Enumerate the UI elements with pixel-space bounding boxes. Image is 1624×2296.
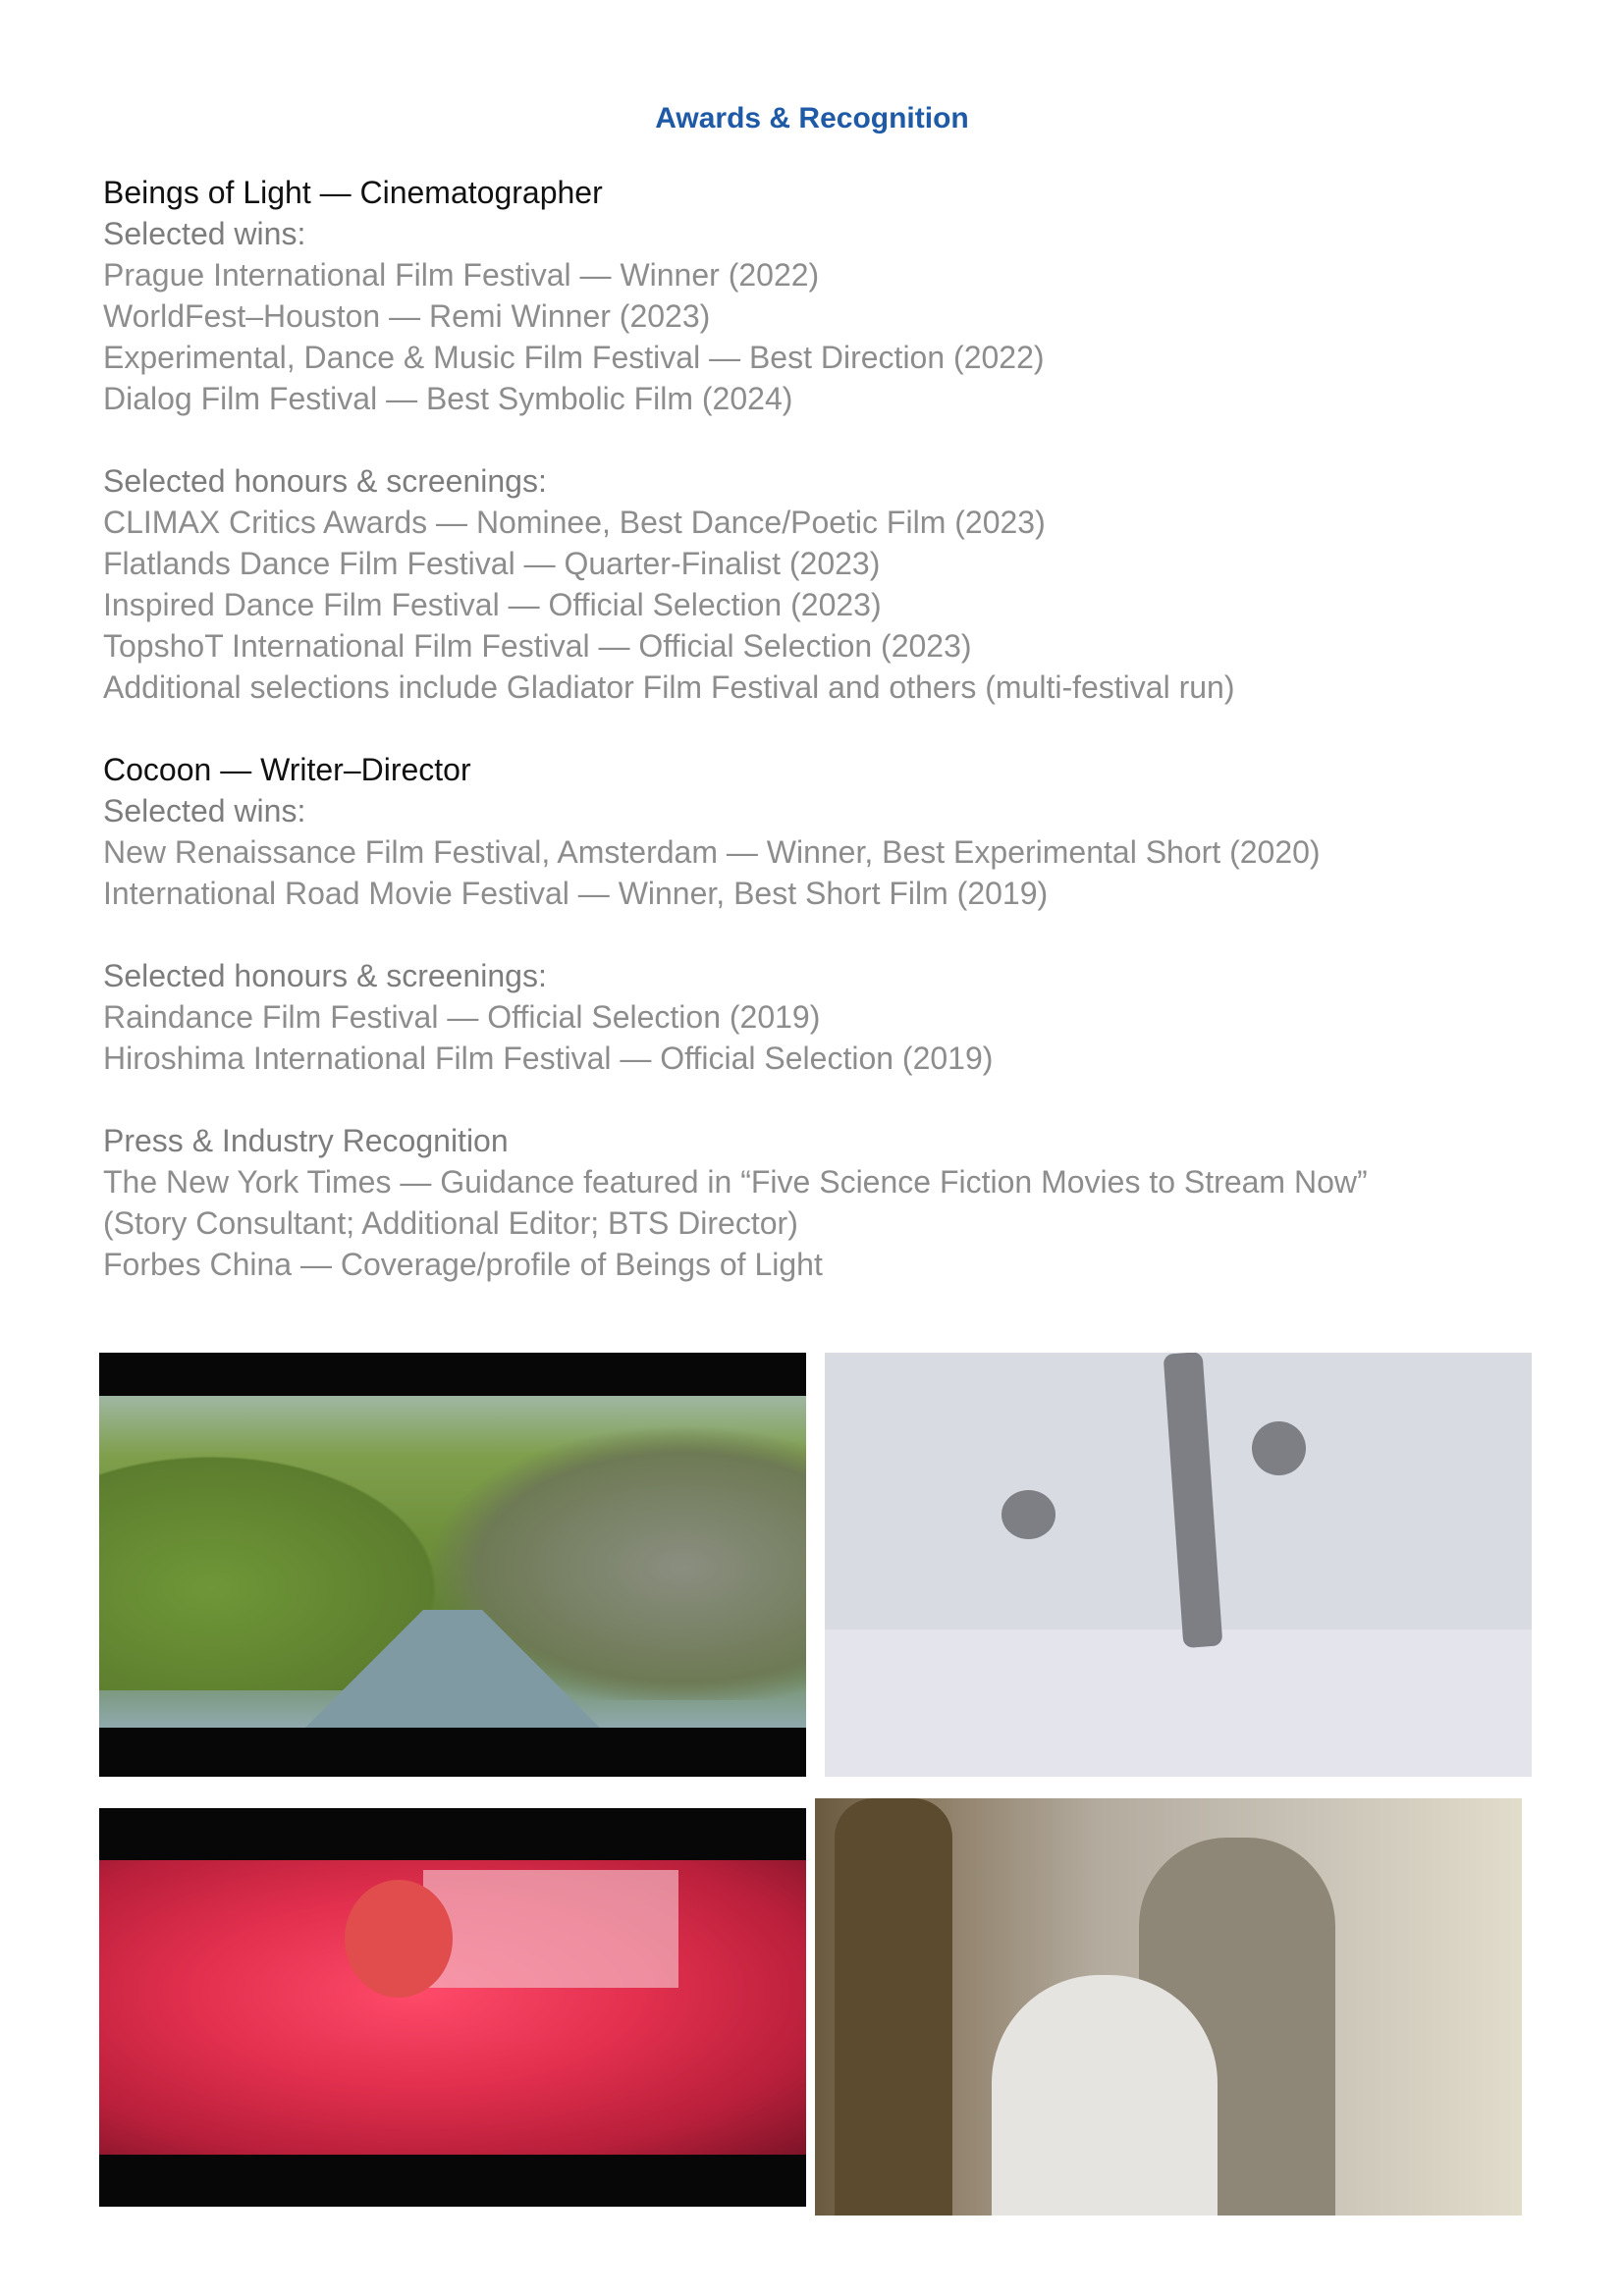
award-item: Hiroshima International Film Festival — Official Selection (2019) (103, 1041, 994, 1076)
film-still-aerial-dancers (825, 1353, 1532, 1777)
award-item: Inspired Dance Film Festival — Official Selection (2023) (103, 587, 882, 622)
press-item: Forbes China — Coverage/profile of Beings of Light (103, 1247, 823, 1282)
press-item: The New York Times — Guidance featured in “Five Science Fiction Movies to Stream Now” (103, 1164, 1368, 1200)
award-item: Additional selections include Gladiator Film Festival and others (multi-festival run) (103, 669, 1235, 705)
group-label: Selected honours & screenings: (103, 463, 547, 499)
group-label: Selected honours & screenings: (103, 958, 547, 993)
project-heading: Beings of Light — Cinematographer (103, 175, 603, 210)
award-item: Raindance Film Festival — Official Selection (2019) (103, 999, 821, 1035)
film-still-red-room (99, 1808, 806, 2207)
award-item: New Renaissance Film Festival, Amsterdam — Winner, Best Experimental Short (2020) (103, 834, 1321, 870)
award-item: Prague International Film Festival — Winner (2022) (103, 257, 820, 293)
award-item: CLIMAX Critics Awards — Nominee, Best Dance/Poetic Film (2023) (103, 505, 1046, 540)
group-label: Selected wins: (103, 793, 306, 828)
press-heading: Press & Industry Recognition (103, 1123, 509, 1158)
award-item: International Road Movie Festival — Winner, Best Short Film (2019) (103, 876, 1049, 911)
awards-content (103, 172, 1527, 1285)
group-label: Selected wins: (103, 216, 306, 251)
award-item: Flatlands Dance Film Festival — Quarter-Finalist (2023) (103, 546, 881, 581)
award-item: TopshoT International Film Festival — Official Selection (2023) (103, 628, 972, 664)
award-item: Experimental, Dance & Music Film Festival — Best Direction (2022) (103, 340, 1045, 375)
page-title: Awards & Recognition (655, 102, 969, 134)
press-item: (Story Consultant; Additional Editor; BTS Director) (103, 1205, 798, 1241)
film-still-mountain-road (99, 1353, 806, 1777)
film-still-embrace (815, 1798, 1522, 2216)
award-item: WorldFest–Houston — Remi Winner (2023) (103, 298, 711, 334)
award-item: Dialog Film Festival — Best Symbolic Film (2024) (103, 381, 793, 416)
project-heading: Cocoon — Writer–Director (103, 752, 471, 787)
